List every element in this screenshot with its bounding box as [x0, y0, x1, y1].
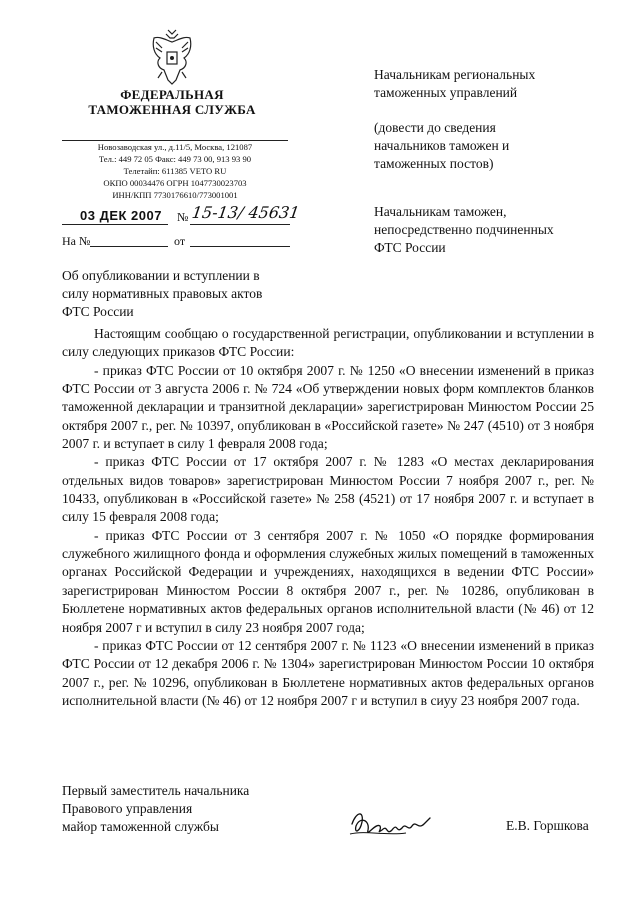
addressee-note-line: (довести до сведения	[374, 120, 496, 135]
number-underline	[190, 224, 290, 225]
signer-title-line: Первый заместитель начальника	[62, 783, 250, 798]
addressee-line: Начальникам региональных	[374, 67, 536, 82]
reference-number-label: На №	[62, 234, 91, 248]
signer-title-line: Правового управления	[62, 801, 193, 816]
signer-title-line: майор таможенной службы	[62, 819, 219, 834]
addressee-line: таможенных управлений	[374, 85, 518, 100]
body-paragraph: - приказ ФТС России от 12 сентября 2007 г. № 1123 «О внесении изменений в приказ ФТС России от 12 декабря 2006 г. № 1304» зарегистрирован Минюстом России 10 октября 2007 г., рег. № 10296, опубликован в Бюллетене нормативных актов федеральных органов исполнительной власти (№ 46) от 12 ноября 2007 г и вступил в сиуу 23 ноября 2007 года.	[62, 637, 594, 708]
reference-date-line	[190, 246, 290, 247]
coat-of-arms-emblem	[146, 28, 198, 88]
reference-date-label: от	[174, 234, 186, 248]
addressee-note-line: таможенных постов)	[374, 156, 494, 171]
teletype-line: Телетайп: 611385 VETO RU	[123, 166, 227, 176]
date-underline	[62, 224, 168, 225]
subject-line: силу нормативных правовых актов	[62, 286, 263, 301]
body-paragraph: - приказ ФТС России от 10 октября 2007 г. № 1250 «О внесении изменений в приказ ФТС России от 3 августа 2006 г. № 724 «Об утверждении новых форм комплектов бланков таможенной декларации и транзитной декларации» зарегистрирован Минюстом России 25 октября 2007 г., рег. № 10397, опубликован в «Российской газете» № 247 (4510) от 3 ноября 2007 г. и вступает в силу 1 февраля 2008 года;	[62, 362, 594, 452]
org-name-line1: ФЕДЕРАЛЬНАЯ	[120, 87, 224, 102]
subject-line: ФТС России	[62, 304, 134, 319]
org-name-line2: ТАМОЖЕННАЯ СЛУЖБА	[88, 102, 256, 117]
body-paragraph: - приказ ФТС России от 3 сентября 2007 г. № 1050 «О порядке формирования служебного жилищного фонда и оформления служебных жилых помещений в таможенных органах Российской Федерации и учреждениях, находящихся в ведении ФТС России» зарегистрирован Минюстом России 8 октября 2007 г., рег. № 10286, опубликован в Бюллетене нормативных актов федеральных органов исполнительной власти (№ 46) от 12 ноября 2007 г и вступил в силу 23 ноября 2007 года;	[62, 527, 594, 635]
subject-line: Об опубликовании и вступлении в	[62, 268, 260, 283]
addressee-line: Начальникам таможен,	[374, 204, 507, 219]
letterhead-divider	[62, 140, 288, 141]
address-line: Новозаводская ул., д.11/5, Москва, 121087	[97, 142, 253, 152]
inn-line: ИНН/КПП 7730176610/773001001	[112, 190, 238, 200]
number-sign: №	[177, 210, 189, 224]
okpo-line: ОКПО 00034476 ОГРН 1047730023703	[103, 178, 247, 188]
phone-line: Тел.: 449 72 05 Факс: 449 73 00, 913 93 90	[98, 154, 252, 164]
body-paragraph: - приказ ФТС России от 17 октября 2007 г. № 1283 «О местах декларирования отдельных видов товаров» зарегистрирован Минюстом России 7 ноября 2007 г., рег. № 10433, опубликован в «Российской газете» № 258 (4521) от 17 ноября 2007 г. и вступает в силу 15 февраля 2008 года;	[62, 454, 594, 525]
document-date: 03 ДЕК 2007	[80, 208, 162, 223]
reference-number-line	[90, 246, 168, 247]
addressee-line: непосредственно подчиненных	[374, 222, 554, 237]
addressee-note-line: начальников таможен и	[374, 138, 510, 153]
addressee-line: ФТС России	[374, 240, 446, 255]
document-number: 15-13/ 45631	[190, 203, 301, 222]
body-paragraph: Настоящим сообщаю о государственной регистрации, опубликовании и вступлении в силу следующих приказов ФТС России:	[62, 326, 594, 360]
letter-body	[62, 325, 594, 710]
handwritten-signature	[346, 800, 446, 846]
signer-name: Е.В. Горшкова	[506, 818, 589, 833]
